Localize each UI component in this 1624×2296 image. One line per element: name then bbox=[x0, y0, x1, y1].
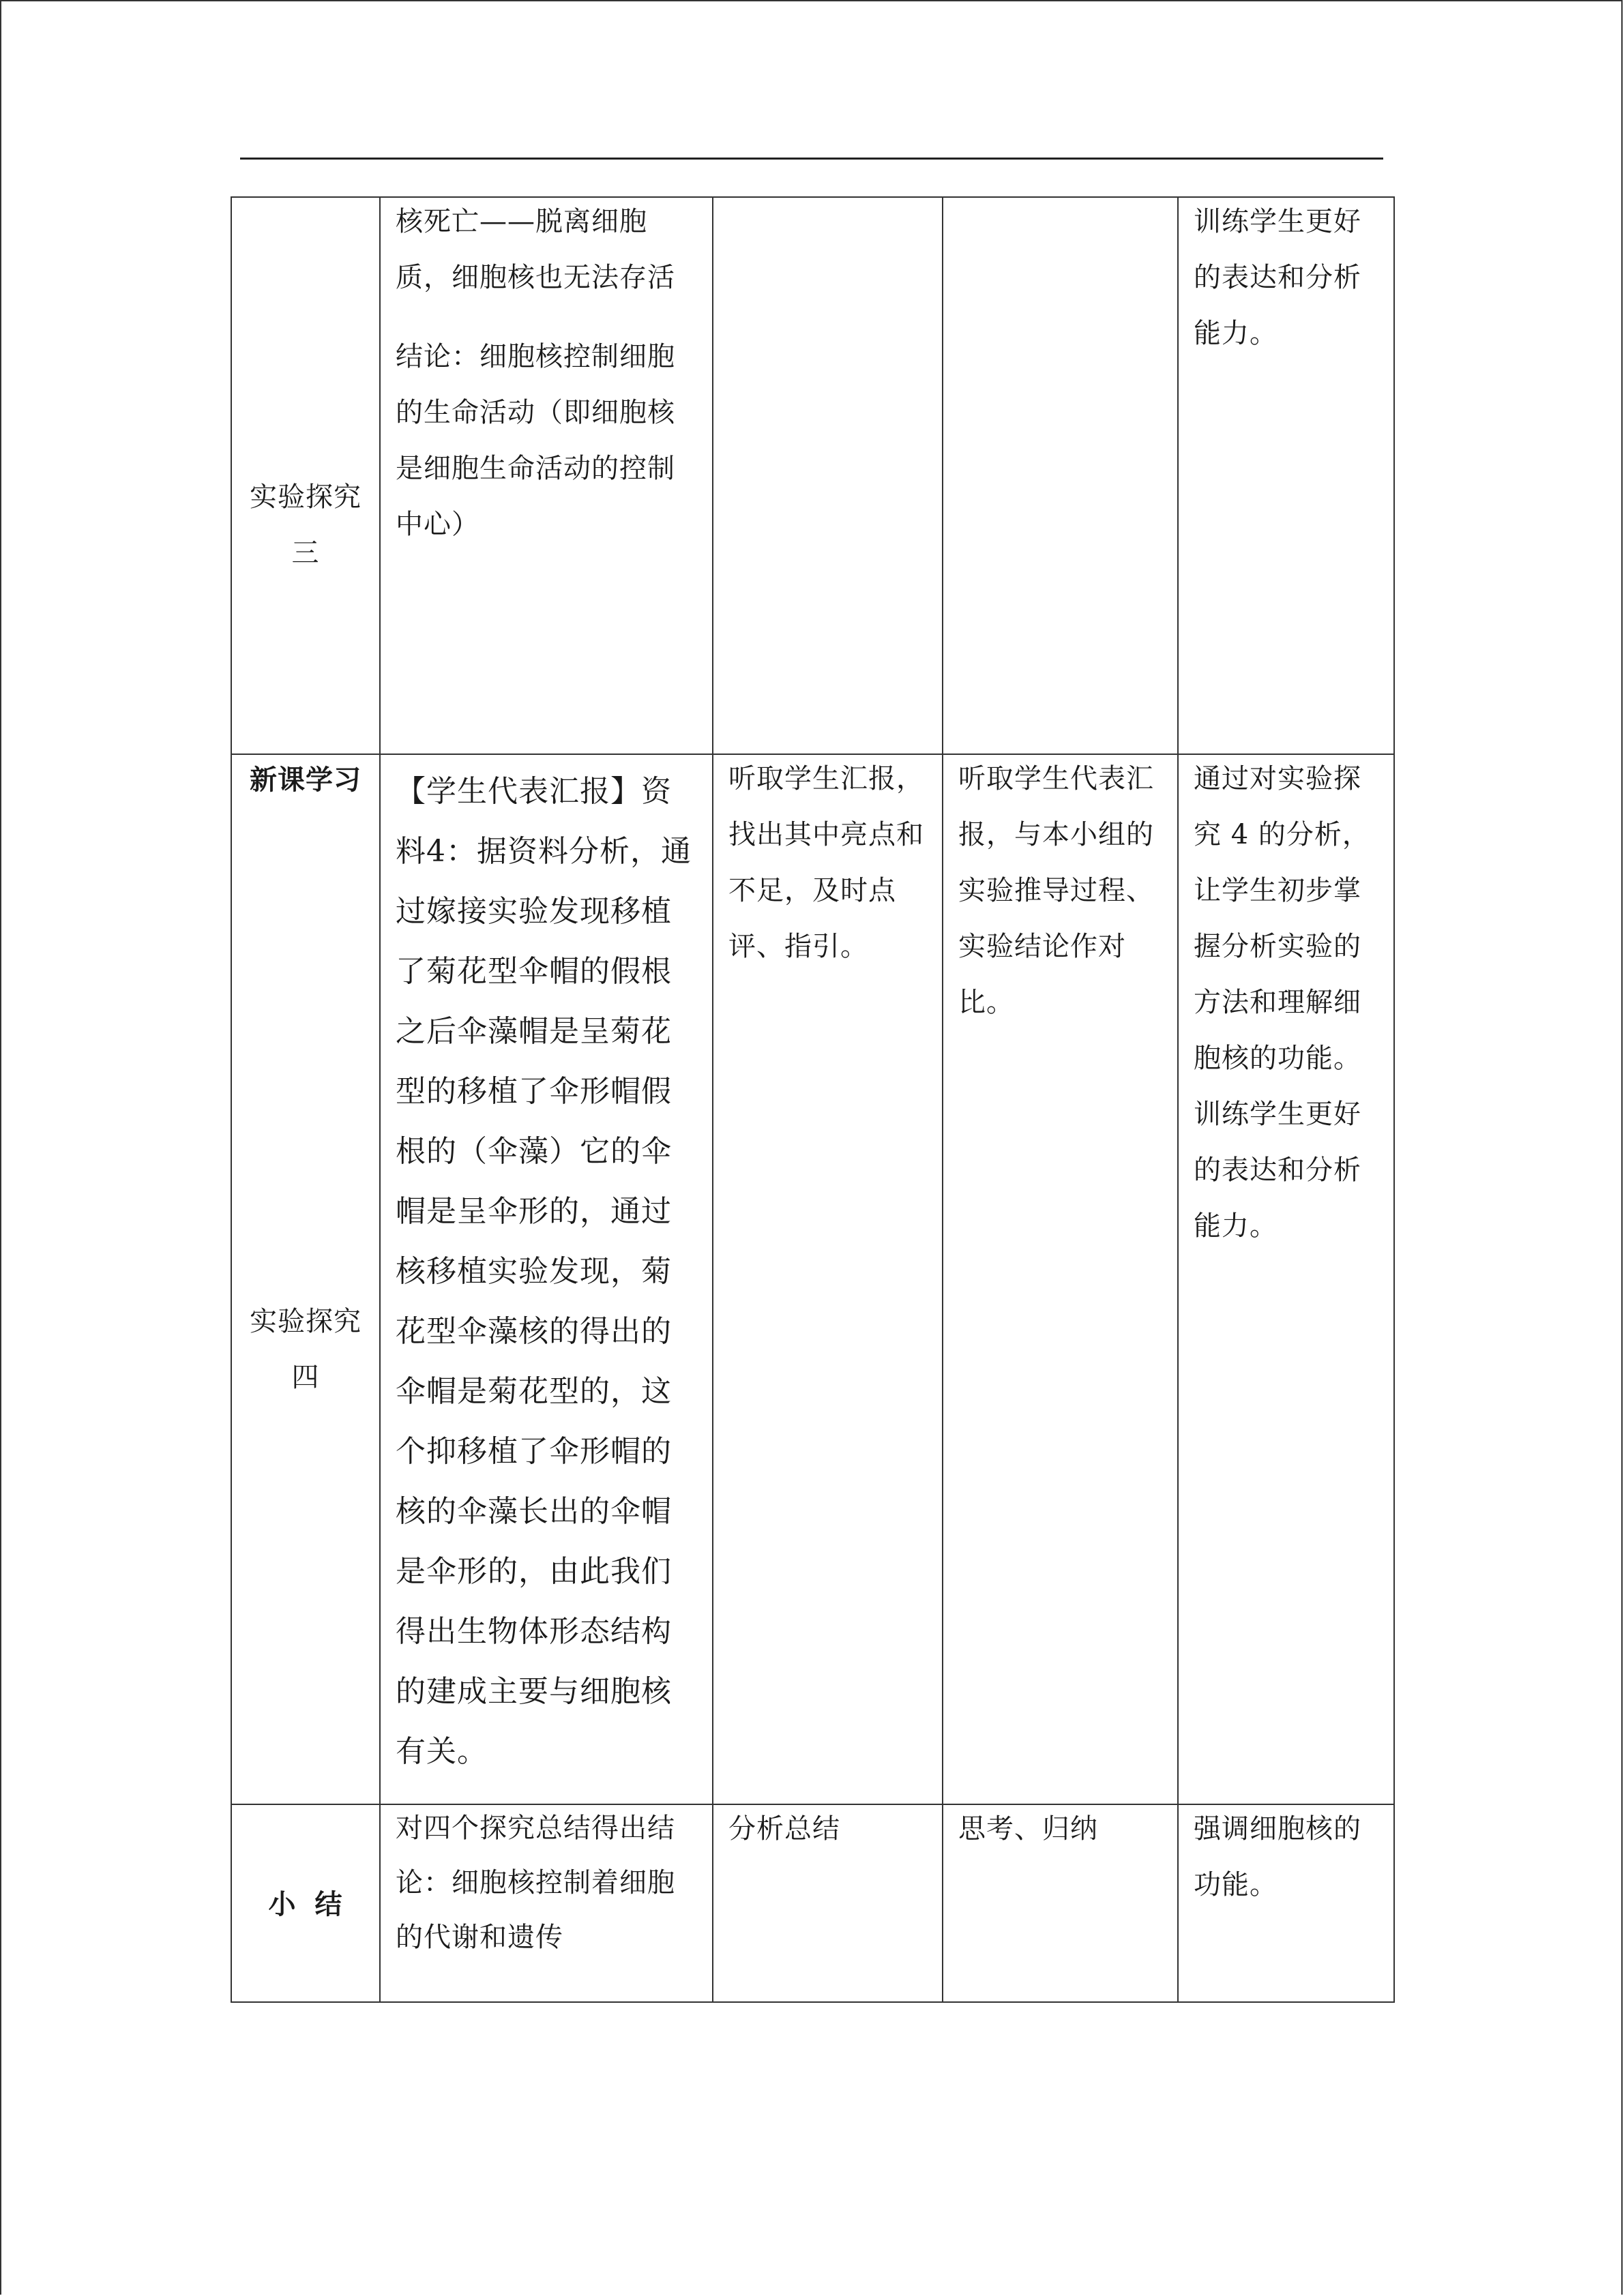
purpose-text: 强调细胞核的功能。 bbox=[1194, 1813, 1361, 1900]
section-label bbox=[232, 1294, 379, 1405]
content-cell bbox=[380, 197, 713, 754]
purpose-cell bbox=[1178, 754, 1394, 1804]
table-row bbox=[231, 197, 1394, 754]
teacher-activity-text: 分析总结 bbox=[728, 1813, 840, 1845]
content-paragraph-2: 结论：细胞核控制细胞的生命活动（即细胞核是细胞生命活动的控制中心） bbox=[396, 341, 675, 540]
teacher-activity-cell bbox=[713, 1804, 943, 2002]
content-paragraph: 【学生代表汇报】资料4：据资料分析，通过嫁接实验发现移植了菊花型伞帽的假根之后伞藻帽是呈菊花型的移植了伞形帽假根的（伞藻）它的伞帽是呈伞形的，通过核移植实验发现，菊花型伞藻核的得出的伞帽是菊花型的，这个抑移植了伞形帽的核的伞藻长出的伞帽是伞形的，由此我们得出生物体形态结构的建成主要与细胞核有关。 bbox=[396, 774, 692, 1769]
table-row bbox=[231, 754, 1394, 1804]
teacher-activity-text: 听取学生汇报，找出其中亮点和不足，及时点评、指引。 bbox=[728, 763, 924, 962]
student-activity-cell bbox=[943, 197, 1178, 754]
section-cell bbox=[231, 1804, 380, 2002]
student-activity-text: 思考、归纳 bbox=[958, 1813, 1098, 1845]
purpose-cell bbox=[1178, 1804, 1394, 2002]
section-label-line2: 三 bbox=[291, 537, 320, 569]
purpose-cell bbox=[1178, 197, 1394, 754]
teacher-activity-cell bbox=[713, 754, 943, 1804]
teacher-activity-cell bbox=[713, 197, 943, 754]
section-label-line2: 四 bbox=[291, 1362, 320, 1393]
content-cell bbox=[380, 1804, 713, 2002]
section-label bbox=[232, 469, 379, 581]
section-title: 新课学习 bbox=[250, 764, 361, 796]
purpose-text: 通过对实验探究 4 的分析，让学生初步掌握分析实验的方法和理解细胞核的功能。训练学生更好的表达和分析能力。 bbox=[1194, 763, 1370, 1242]
content-paragraph: 对四个探究总结得出结论：细胞核控制着细胞的代谢和遗传 bbox=[396, 1813, 675, 1953]
section-cell bbox=[231, 197, 380, 754]
section-label-line1: 实验探究 bbox=[250, 481, 361, 513]
header-rule bbox=[240, 158, 1383, 160]
content-paragraph-1: 核死亡——脱离细胞质，细胞核也无法存活 bbox=[396, 206, 675, 293]
lesson-plan-table bbox=[231, 196, 1395, 2003]
section-label: 小 结 bbox=[268, 1888, 343, 1920]
section-label-line1: 实验探究 bbox=[250, 1306, 361, 1337]
content-cell bbox=[380, 754, 713, 1804]
student-activity-cell bbox=[943, 754, 1178, 1804]
purpose-text: 训练学生更好的表达和分析能力。 bbox=[1194, 206, 1361, 349]
section-cell bbox=[231, 754, 380, 1804]
student-activity-text: 听取学生代表汇报，与本小组的实验推导过程、实验结论作对比。 bbox=[958, 763, 1154, 1018]
table-row bbox=[231, 1804, 1394, 2002]
student-activity-cell bbox=[943, 1804, 1178, 2002]
